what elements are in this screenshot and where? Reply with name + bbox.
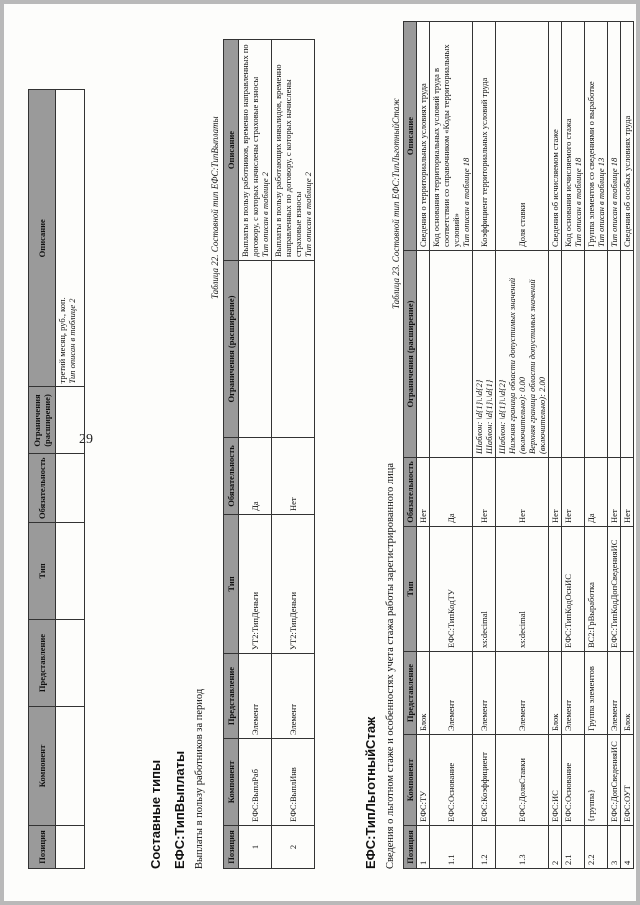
cell-component: ЕФС:Основание: [562, 735, 585, 826]
cell-position: 2: [549, 826, 562, 869]
cell-description: Группа элементов со сведениями о выработке: [586, 81, 597, 247]
cell-component: ЕФС:ДопСведенияИС: [608, 735, 621, 826]
cell-required: Нет: [473, 458, 496, 527]
col-header: Компонент: [404, 735, 417, 826]
table-row: [473, 22, 496, 869]
col-header: Тип: [404, 527, 417, 652]
cell-component: ЕФС:ВыплРаб: [239, 739, 272, 826]
cell-restriction: [608, 251, 621, 458]
cell-required: Да: [239, 438, 272, 515]
rotated-content: [20, 19, 633, 899]
col-header: Позиция: [404, 826, 417, 869]
cell-representation: Блок: [621, 652, 634, 735]
cell-description: Сведения об особых условиях труда: [622, 115, 633, 247]
cell-description: Коэффициент территориальных условий труда: [479, 77, 490, 247]
cell-type: [549, 527, 562, 652]
cell-type: УТ2:ТипДеньги: [239, 515, 272, 654]
cell-component: ЕФС:ДоляСтавки: [496, 735, 549, 826]
cell-position: 2: [272, 826, 315, 869]
table-row: [585, 22, 608, 869]
type-title-vyplaty: ЕФС:ТипВыплаты: [172, 750, 187, 869]
cell-type: ЕФС:ТипКодДопСведенияИС: [608, 527, 621, 652]
table-row: [621, 22, 634, 869]
cell-representation: Элемент: [562, 652, 585, 735]
cell-restriction: [272, 261, 315, 438]
cell-restriction: Шаблон: \d{1}\.\d{2} Шаблон: \d{1}\.\d{1}: [473, 251, 496, 458]
cell-position: 1.2: [473, 826, 496, 869]
cell-required: Нет: [562, 458, 585, 527]
cell-description: Код основания исчисляемого стажа: [563, 118, 574, 247]
cell-required: Нет: [608, 458, 621, 527]
section-title: Составные типы: [148, 759, 163, 869]
table-row: [549, 22, 562, 869]
cell-required: Нет: [549, 458, 562, 527]
cell-note: Тип описан в таблице 18: [461, 157, 472, 247]
cell-position: 1.1: [430, 826, 473, 869]
cell-component: ЕФС:ИС: [549, 735, 562, 826]
col-header: Позиция: [224, 826, 239, 869]
cell-component: ЕФС:ВыплИнв: [272, 739, 315, 826]
cell-position: 1.3: [496, 826, 549, 869]
cell-required: Да: [585, 458, 608, 527]
cell-position: 1: [417, 826, 430, 869]
cell-note: Тип описан в таблице 2: [67, 298, 78, 384]
table-row: [56, 90, 85, 869]
page-number: 29: [79, 432, 93, 447]
cell-description: Выплаты в пользу работающих инвалидов, временно направленных по договору, с которых начислены страховые взносы: [273, 64, 304, 257]
cell-type: xs:decimal: [496, 527, 549, 652]
cell-restriction: [239, 261, 272, 438]
cell-position: 2.2: [585, 826, 608, 869]
cell-type: ЕФС:ТипКодОснИС: [562, 527, 585, 652]
col-header: Обязательность: [224, 438, 239, 515]
table-header-row: [29, 90, 56, 869]
cell-description: третий месяц, руб., коп.: [57, 297, 67, 384]
col-header: Тип: [29, 523, 56, 620]
col-header: Описание: [404, 22, 417, 251]
cell-note: Тип описан в таблице 13: [596, 157, 607, 247]
cell-required: Нет: [272, 438, 315, 515]
cell-restriction: [417, 251, 430, 458]
cell-component: ЕФС:Коэффициент: [473, 735, 496, 826]
cell-representation: Блок: [417, 652, 430, 735]
cell-position: 3: [608, 826, 621, 869]
cell-note: Тип описан в таблице 18: [573, 157, 584, 247]
cell-description: Код основания территориальных условий труда в соответствии со справочником «Коды территориальных условий»: [431, 44, 462, 247]
table-row: [496, 22, 549, 869]
cell-description: Выплаты в пользу работников, временно направленных по договору, с которых начислены страховые взносы: [240, 44, 261, 257]
cell-type: УТ2:ТипДеньги: [272, 515, 315, 654]
cell-representation: Элемент: [473, 652, 496, 735]
cell-representation: Блок: [549, 652, 562, 735]
cell-type: xs:decimal: [473, 527, 496, 652]
cell-type: ВС2:ГрВыработка: [585, 527, 608, 652]
cell-representation: Элемент: [430, 652, 473, 735]
cell-position: 1: [239, 826, 272, 869]
cell-representation: Элемент: [496, 652, 549, 735]
table-header-row: [224, 40, 239, 869]
col-header: Ограничения (расширение): [404, 251, 417, 458]
cell-note: Тип описан в таблице 2: [260, 172, 271, 257]
cell-restriction: Шаблон: \d{1}\.\d{2} Нижняя граница области допустимых значений (включительно): 0.00 Верхняя граница области допустимых значений (включительно): 2.00: [496, 251, 549, 458]
cell-required: Нет: [496, 458, 549, 527]
cell-restriction: [430, 251, 473, 458]
cell-position: 2.1: [562, 826, 585, 869]
cell-position: 4: [621, 826, 634, 869]
cell-component: ЕФС:ТУ: [417, 735, 430, 826]
cell-note: Тип описан в таблице 18: [609, 157, 620, 247]
col-header: Обязательность: [29, 454, 56, 523]
col-header: Обязательность: [404, 458, 417, 527]
cell-required: Нет: [417, 458, 430, 527]
cell-component: ЕФС:Основание: [430, 735, 473, 826]
cell-description: Сведения об исчисляемом стаже: [550, 129, 561, 247]
table-row: [608, 22, 621, 869]
cell-representation: Элемент: [272, 654, 315, 739]
table-22: [223, 39, 315, 869]
type-subtitle-vyplaty: Выплаты в пользу работников за период: [194, 688, 205, 869]
cell-note: Тип описан в таблице 2: [303, 172, 314, 257]
document-page: [4, 4, 636, 901]
col-header: Компонент: [29, 707, 56, 826]
cell-type: [621, 527, 634, 652]
cell-representation: Группа элементов: [585, 652, 608, 735]
table-row: [417, 22, 430, 869]
cell-description: Доля ставки: [517, 202, 528, 247]
table-header-row: [404, 22, 417, 869]
col-header: Компонент: [224, 739, 239, 826]
cell-restriction: [549, 251, 562, 458]
cell-type: ЕФС:ТипКодТУ: [430, 527, 473, 652]
type-subtitle-lgotny-stazh: Сведения о льготном стаже и особенностях учета стажа работы зарегистрированного лица: [385, 462, 396, 869]
table-row: [430, 22, 473, 869]
col-header: Описание: [29, 90, 56, 388]
cell-component: ЕФС:ОУТ: [621, 735, 634, 826]
table-22-caption: Таблица 22. Составной тип ЕФС:ТипВыплаты: [210, 116, 220, 299]
cell-restriction: [562, 251, 585, 458]
col-header: Описание: [224, 40, 239, 261]
col-header: Представление: [404, 652, 417, 735]
table-row: [562, 22, 585, 869]
cell-representation: Элемент: [608, 652, 621, 735]
col-header: Ограничения (расширение): [29, 387, 56, 454]
col-header: Ограничения (расширение): [224, 261, 239, 438]
cell-description: Сведения о территориальных условиях труда: [418, 83, 429, 247]
cell-required: Да: [430, 458, 473, 527]
table-row: [239, 40, 272, 869]
cell-component: {группа}: [585, 735, 608, 826]
type-title-lgotny-stazh: ЕФС:ТипЛьготныйСтаж: [363, 716, 378, 869]
cell-restriction: [585, 251, 608, 458]
col-header: Позиция: [29, 826, 56, 869]
cell-type: [417, 527, 430, 652]
table-row: [272, 40, 315, 869]
col-header: Представление: [29, 620, 56, 707]
cell-required: Нет: [621, 458, 634, 527]
col-header: Представление: [224, 654, 239, 739]
table-23: [403, 21, 634, 869]
cell-restriction: [621, 251, 634, 458]
cell-representation: Элемент: [239, 654, 272, 739]
table-23-caption: Таблица 23. Составной тип ЕФС:ТипЛьготныйСтаж: [391, 98, 401, 309]
col-header: Тип: [224, 515, 239, 654]
table-21-continuation: [28, 89, 85, 869]
